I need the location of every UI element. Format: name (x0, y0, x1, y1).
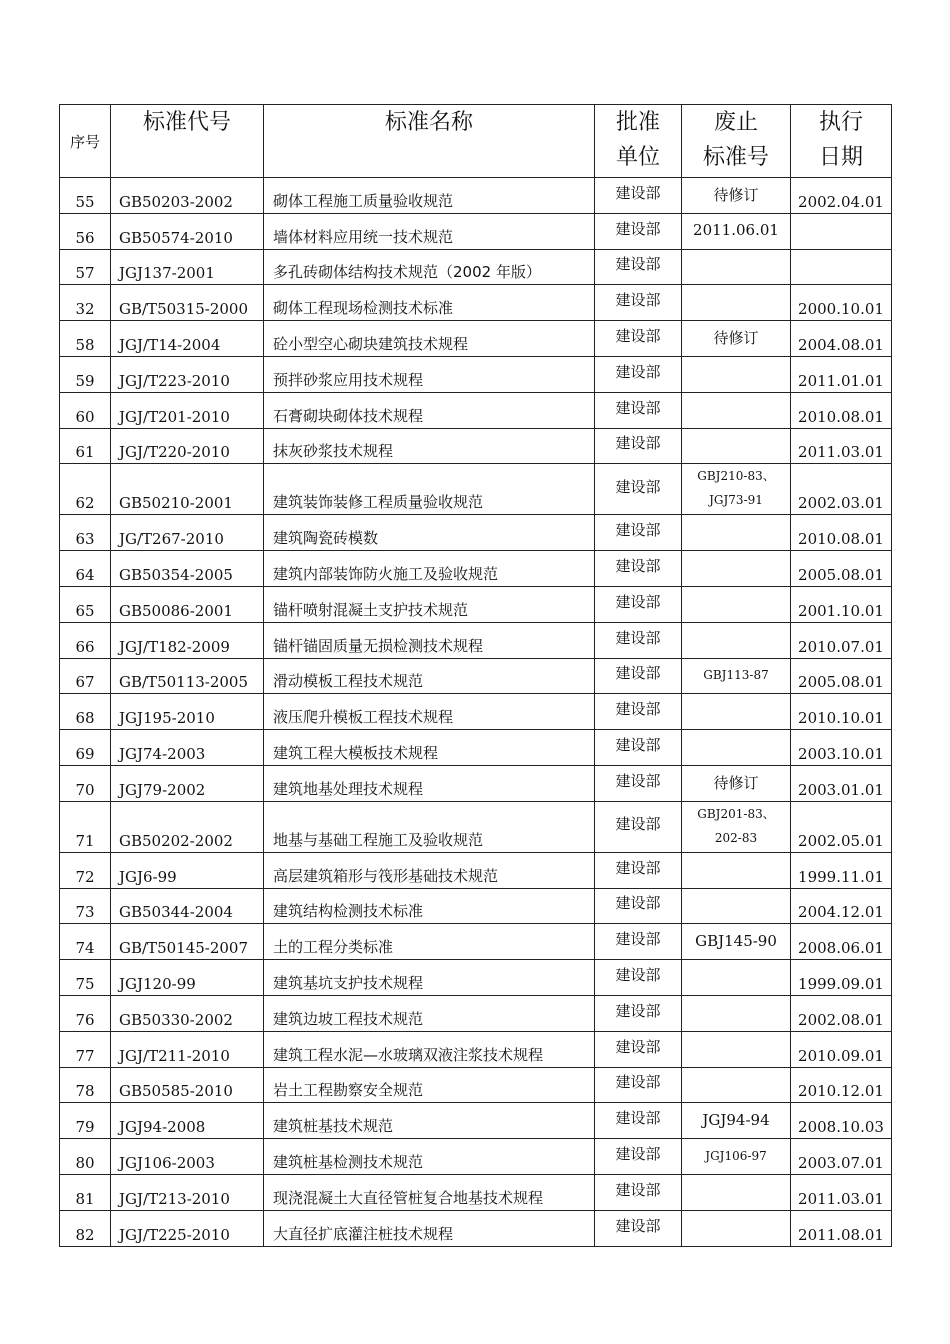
table-row (60, 1210, 892, 1246)
seq-cell: 81 (60, 1174, 111, 1210)
seq-cell: 82 (60, 1210, 111, 1246)
name-cell: 石膏砌块砌体技术规程 (264, 392, 595, 428)
table-row (60, 464, 892, 515)
abolished-cell: 待修订 (682, 321, 791, 357)
abolished-cell (682, 464, 791, 515)
table-row (60, 801, 892, 852)
code-cell: JGJ/T220-2010 (111, 428, 264, 464)
date-cell: 2010.10.01 (791, 694, 892, 730)
code-cell: JG/T267-2010 (111, 515, 264, 551)
header-unit-line2: 单位 (615, 145, 660, 170)
code-cell: GB/T50315-2000 (111, 285, 264, 321)
code-cell: JGJ/T223-2010 (111, 356, 264, 392)
table-row (60, 321, 892, 357)
date-cell: 2008.10.03 (791, 1103, 892, 1139)
abolished-cell (682, 551, 791, 587)
date-cell: 2008.06.01 (791, 924, 892, 960)
header-exec-line1: 执行 (818, 110, 863, 135)
seq-cell: 32 (60, 285, 111, 321)
abolished-cell: 待修订 (682, 765, 791, 801)
table-row (60, 1103, 892, 1139)
seq-cell: 61 (60, 428, 111, 464)
abolished-cell: JGJ106-97 (682, 1139, 791, 1175)
date-cell: 2010.08.01 (791, 515, 892, 551)
abolished-cell (682, 960, 791, 996)
table-row (60, 1067, 892, 1103)
code-cell: GB50202-2002 (111, 801, 264, 852)
unit-cell: 建设部 (595, 464, 682, 515)
seq-cell: 66 (60, 622, 111, 658)
date-cell (791, 213, 892, 249)
seq-cell: 69 (60, 730, 111, 766)
date-cell: 2011.08.01 (791, 1210, 892, 1246)
table-row (60, 392, 892, 428)
seq-cell: 72 (60, 852, 111, 888)
date-cell: 2005.08.01 (791, 658, 892, 694)
name-cell: 建筑装饰装修工程质量验收规范 (264, 464, 595, 515)
name-cell: 墙体材料应用统一技术规范 (264, 213, 595, 249)
unit-cell: 建设部 (595, 392, 682, 428)
name-cell: 建筑边坡工程技术规范 (264, 995, 595, 1031)
table-row (60, 213, 892, 249)
table-row (60, 586, 892, 622)
table-row (60, 1031, 892, 1067)
unit-cell: 建设部 (595, 178, 682, 214)
seq-cell: 60 (60, 392, 111, 428)
date-cell: 2004.08.01 (791, 321, 892, 357)
date-cell: 2010.07.01 (791, 622, 892, 658)
code-cell: JGJ79-2002 (111, 765, 264, 801)
code-cell: GB/T50113-2005 (111, 658, 264, 694)
table-row (60, 995, 892, 1031)
unit-cell: 建设部 (595, 1210, 682, 1246)
name-cell: 建筑陶瓷砖模数 (264, 515, 595, 551)
code-cell: JGJ74-2003 (111, 730, 264, 766)
unit-cell: 建设部 (595, 995, 682, 1031)
code-cell: GB50203-2002 (111, 178, 264, 214)
unit-cell: 建设部 (595, 213, 682, 249)
seq-cell: 78 (60, 1067, 111, 1103)
unit-cell: 建设部 (595, 1031, 682, 1067)
date-cell: 2005.08.01 (791, 551, 892, 587)
unit-cell: 建设部 (595, 249, 682, 285)
date-cell: 2010.09.01 (791, 1031, 892, 1067)
code-cell: JGJ/T211-2010 (111, 1031, 264, 1067)
code-cell: JGJ94-2008 (111, 1103, 264, 1139)
date-cell: 2003.07.01 (791, 1139, 892, 1175)
code-cell: JGJ/T201-2010 (111, 392, 264, 428)
date-cell: 2011.03.01 (791, 428, 892, 464)
name-cell: 高层建筑箱形与筏形基础技术规范 (264, 852, 595, 888)
code-cell: GB50585-2010 (111, 1067, 264, 1103)
date-cell: 2003.10.01 (791, 730, 892, 766)
seq-cell: 77 (60, 1031, 111, 1067)
code-cell: JGJ106-2003 (111, 1139, 264, 1175)
unit-cell: 建设部 (595, 1103, 682, 1139)
name-cell: 砌体工程施工质量验收规范 (264, 178, 595, 214)
header-abolished-line1: 废止 (713, 110, 758, 135)
abolished-cell (682, 356, 791, 392)
date-cell: 2001.10.01 (791, 586, 892, 622)
seq-cell: 55 (60, 178, 111, 214)
abolished-cell (682, 995, 791, 1031)
standards-table (59, 104, 892, 1247)
date-cell: 2004.12.01 (791, 888, 892, 924)
name-cell: 建筑结构检测技术标准 (264, 888, 595, 924)
date-cell: 2010.12.01 (791, 1067, 892, 1103)
table-row (60, 765, 892, 801)
table-row (60, 356, 892, 392)
name-cell: 现浇混凝土大直径管桩复合地基技术规程 (264, 1174, 595, 1210)
code-cell: JGJ6-99 (111, 852, 264, 888)
table-row (60, 1139, 892, 1175)
name-cell: 建筑工程水泥—水玻璃双液注浆技术规程 (264, 1031, 595, 1067)
seq-cell: 74 (60, 924, 111, 960)
seq-cell: 62 (60, 464, 111, 515)
seq-cell: 57 (60, 249, 111, 285)
abolished-line2: JGJ73-91 (709, 493, 763, 508)
abolished-cell (682, 249, 791, 285)
table-body (60, 178, 892, 1247)
unit-cell: 建设部 (595, 515, 682, 551)
date-cell: 2010.08.01 (791, 392, 892, 428)
unit-cell: 建设部 (595, 321, 682, 357)
table-row (60, 1174, 892, 1210)
code-cell: JGJ/T225-2010 (111, 1210, 264, 1246)
header-name: 标准名称 (264, 105, 595, 178)
name-cell: 液压爬升模板工程技术规程 (264, 694, 595, 730)
date-cell: 2002.04.01 (791, 178, 892, 214)
abolished-line2: 202-83 (714, 830, 758, 845)
unit-cell: 建设部 (595, 1067, 682, 1103)
code-cell: GB/T50145-2007 (111, 924, 264, 960)
abolished-cell (682, 1210, 791, 1246)
seq-cell: 76 (60, 995, 111, 1031)
header-code: 标准代号 (111, 105, 264, 178)
table-row (60, 852, 892, 888)
date-cell: 1999.11.01 (791, 852, 892, 888)
unit-cell: 建设部 (595, 1139, 682, 1175)
table-row (60, 249, 892, 285)
date-cell: 2000.10.01 (791, 285, 892, 321)
seq-cell: 70 (60, 765, 111, 801)
name-cell: 建筑桩基检测技术规范 (264, 1139, 595, 1175)
table-row (60, 888, 892, 924)
abolished-cell (682, 622, 791, 658)
unit-cell: 建设部 (595, 1174, 682, 1210)
table-row (60, 285, 892, 321)
table-row (60, 658, 892, 694)
name-cell: 锚杆喷射混凝土支护技术规范 (264, 586, 595, 622)
abolished-cell (682, 1031, 791, 1067)
name-cell: 建筑基坑支护技术规程 (264, 960, 595, 996)
seq-cell: 64 (60, 551, 111, 587)
abolished-cell (682, 515, 791, 551)
code-cell: JGJ/T213-2010 (111, 1174, 264, 1210)
abolished-cell: 2011.06.01 (682, 213, 791, 249)
seq-cell: 67 (60, 658, 111, 694)
unit-cell: 建设部 (595, 428, 682, 464)
unit-cell: 建设部 (595, 694, 682, 730)
abolished-cell (682, 801, 791, 852)
code-cell: GB50574-2010 (111, 213, 264, 249)
abolished-cell (682, 888, 791, 924)
abolished-cell (682, 1174, 791, 1210)
table-row (60, 551, 892, 587)
unit-cell: 建设部 (595, 801, 682, 852)
abolished-cell: JGJ94-94 (682, 1103, 791, 1139)
abolished-cell (682, 694, 791, 730)
name-cell: 砼小型空心砌块建筑技术规程 (264, 321, 595, 357)
header-seq: 序号 (60, 105, 111, 178)
name-cell: 大直径扩底灌注桩技术规程 (264, 1210, 595, 1246)
code-cell: GB50210-2001 (111, 464, 264, 515)
seq-cell: 71 (60, 801, 111, 852)
name-cell: 抹灰砂浆技术规程 (264, 428, 595, 464)
code-cell: GB50086-2001 (111, 586, 264, 622)
code-cell: JGJ/T182-2009 (111, 622, 264, 658)
name-cell: 地基与基础工程施工及验收规范 (264, 801, 595, 852)
seq-cell: 56 (60, 213, 111, 249)
abolished-line1: GBJ201-83、 (697, 806, 775, 821)
code-cell: GB50344-2004 (111, 888, 264, 924)
seq-cell: 75 (60, 960, 111, 996)
name-cell: 建筑内部装饰防火施工及验收规范 (264, 551, 595, 587)
name-cell: 砌体工程现场检测技术标准 (264, 285, 595, 321)
date-cell: 2002.03.01 (791, 464, 892, 515)
table-row (60, 924, 892, 960)
unit-cell: 建设部 (595, 924, 682, 960)
table-row (60, 960, 892, 996)
header-exec-line2: 日期 (818, 145, 863, 170)
table-header-row (60, 105, 892, 178)
unit-cell: 建设部 (595, 888, 682, 924)
unit-cell: 建设部 (595, 551, 682, 587)
abolished-cell: GBJ145-90 (682, 924, 791, 960)
name-cell: 岩土工程勘察安全规范 (264, 1067, 595, 1103)
header-abolished-line2: 标准号 (702, 145, 769, 170)
code-cell: JGJ120-99 (111, 960, 264, 996)
seq-cell: 59 (60, 356, 111, 392)
date-cell: 2002.05.01 (791, 801, 892, 852)
name-cell: 建筑地基处理技术规程 (264, 765, 595, 801)
seq-cell: 73 (60, 888, 111, 924)
seq-cell: 79 (60, 1103, 111, 1139)
table-row (60, 515, 892, 551)
abolished-cell (682, 586, 791, 622)
table-row (60, 428, 892, 464)
date-cell: 2002.08.01 (791, 995, 892, 1031)
unit-cell: 建设部 (595, 356, 682, 392)
seq-cell: 68 (60, 694, 111, 730)
name-cell: 锚杆锚固质量无损检测技术规程 (264, 622, 595, 658)
header-unit-line1: 批准 (615, 110, 660, 135)
date-cell: 2011.01.01 (791, 356, 892, 392)
name-cell: 滑动模板工程技术规范 (264, 658, 595, 694)
name-cell: 多孔砖砌体结构技术规范（2002 年版） (264, 249, 595, 285)
unit-cell: 建设部 (595, 960, 682, 996)
abolished-cell (682, 392, 791, 428)
header-abolished (682, 105, 791, 178)
seq-cell: 80 (60, 1139, 111, 1175)
abolished-cell (682, 1067, 791, 1103)
code-cell: GB50354-2005 (111, 551, 264, 587)
name-cell: 建筑工程大模板技术规程 (264, 730, 595, 766)
abolished-cell (682, 428, 791, 464)
abolished-cell (682, 852, 791, 888)
table-row (60, 694, 892, 730)
unit-cell: 建设部 (595, 765, 682, 801)
date-cell (791, 249, 892, 285)
unit-cell: 建设部 (595, 658, 682, 694)
table-row (60, 622, 892, 658)
unit-cell: 建设部 (595, 852, 682, 888)
code-cell: JGJ137-2001 (111, 249, 264, 285)
name-cell: 土的工程分类标准 (264, 924, 595, 960)
seq-cell: 58 (60, 321, 111, 357)
unit-cell: 建设部 (595, 586, 682, 622)
unit-cell: 建设部 (595, 285, 682, 321)
date-cell: 1999.09.01 (791, 960, 892, 996)
abolished-cell: 待修订 (682, 178, 791, 214)
date-cell: 2011.03.01 (791, 1174, 892, 1210)
unit-cell: 建设部 (595, 622, 682, 658)
header-exec-date (791, 105, 892, 178)
code-cell: JGJ/T14-2004 (111, 321, 264, 357)
code-cell: JGJ195-2010 (111, 694, 264, 730)
header-unit (595, 105, 682, 178)
name-cell: 建筑桩基技术规范 (264, 1103, 595, 1139)
unit-cell: 建设部 (595, 730, 682, 766)
abolished-cell (682, 285, 791, 321)
table-row (60, 730, 892, 766)
date-cell: 2003.01.01 (791, 765, 892, 801)
code-cell: GB50330-2002 (111, 995, 264, 1031)
abolished-line1: GBJ210-83、 (697, 469, 775, 484)
abolished-cell (682, 730, 791, 766)
seq-cell: 63 (60, 515, 111, 551)
table-row (60, 178, 892, 214)
name-cell: 预拌砂浆应用技术规程 (264, 356, 595, 392)
seq-cell: 65 (60, 586, 111, 622)
abolished-cell: GBJ113-87 (682, 658, 791, 694)
